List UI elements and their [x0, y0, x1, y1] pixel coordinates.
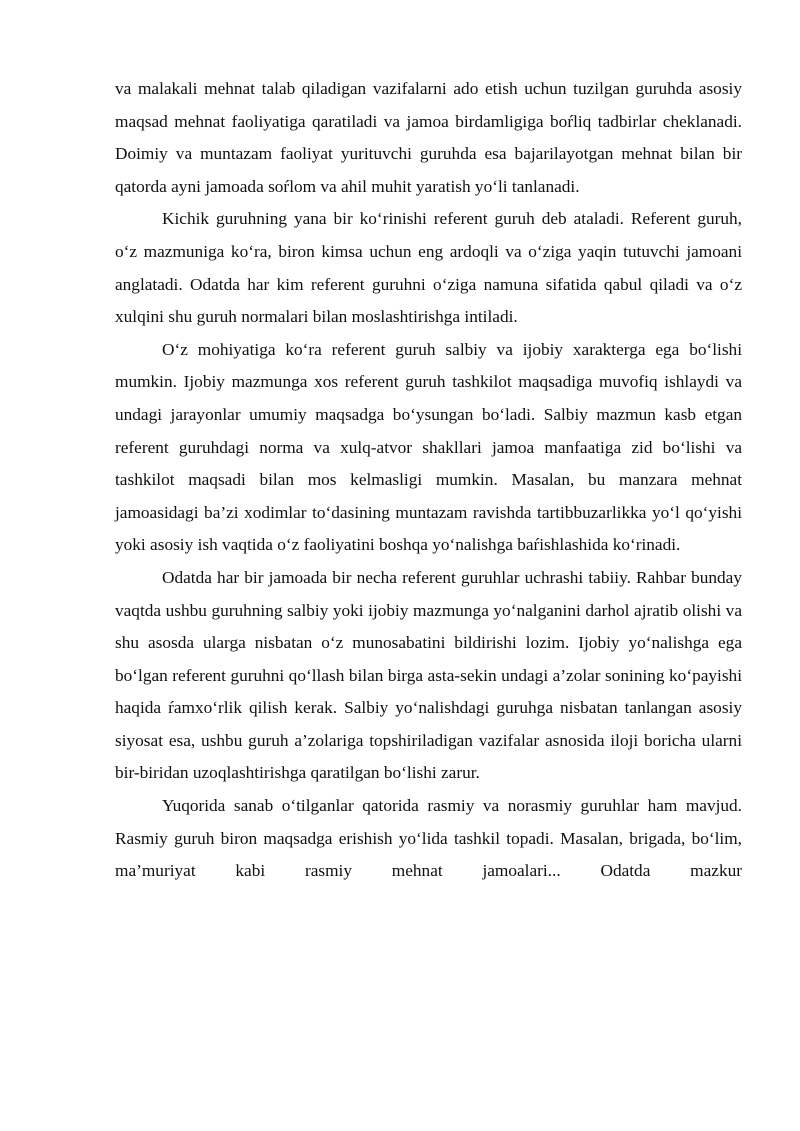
paragraph-formal-informal-groups: Yuqorida sanab o‘tilganlar qatorida rasmiy va norasmiy guruhlar ham mavjud. Rasmiy guruh biron maqsadga erishish yo‘lida tashkil topadi. Masalan, brigada, bo‘lim, ma’muriyat kabi rasmiy mehnat jamoalari... Odatda mazkur	[115, 796, 742, 881]
paragraph-continuation: va malakali mehnat talab qiladigan vazifalarni ado etish uchun tuzilgan guruhda asosiy maqsad mehnat faoliyatiga qaratiladi va jamoa birdamligiga boŕliq tadbirlar cheklanadi. Doimiy va muntazam faoliyat yurituvchi guruhda esa bajarilayotgan mehnat bilan bir qatorda ayni jamoada soŕlom va ahil muhit yaratish yo‘li tanlanadi.	[115, 79, 742, 196]
paragraph-referent-group-nature: O‘z mohiyatiga ko‘ra referent guruh salbiy va ijobiy xarakterga ega bo‘lishi mumkin. Ijobiy mazmunga xos referent guruh tashkilot maqsadiga muvofiq ishlaydi va undagi jarayonlar umumiy maqsadga bo‘ysungan bo‘ladi. Salbiy mazmun kasb etgan referent guruhdagi norma va xulq-atvor shakllari jamoa manfaatiga zid bo‘lishi va tashkilot maqsadi bilan mos kelmasligi mumkin. Masalan, bu manzara mehnat jamoasidagi ba’zi xodimlar to‘dasining muntazam ravishda tartibbuzarlikka yo‘l qo‘yishi yoki asosiy ish vaqtida o‘z faoliyatini boshqa yo‘nalishga baŕishlashida ko‘rinadi.	[115, 339, 742, 555]
paragraph-leader-approach: Odatda har bir jamoada bir necha referent guruhlar uchrashi tabiiy. Rahbar bunday vaqtda ushbu guruhning salbiy yoki ijobiy mazmunga yo‘nalganini darhol ajratib olishi va shu asosda ularga nisbatan o‘z munosabatini bildirishi lozim. Ijobiy yo‘nalishga ega bo‘lgan referent guruhni qo‘llash bilan birga asta-sekin undagi a’zolar sonining ko‘payishi haqida ŕamxo‘rlik qilish kerak. Salbiy yo‘nalishdagi guruhga nisbatan tanlangan asosiy siyosat esa, ushbu guruh a’zolariga topshiriladigan vazifalar asnosida iloji boricha ularni bir-biridan uzoqlashtirishga qaratilgan bo‘lishi zarur.	[115, 567, 742, 783]
document-body	[115, 73, 742, 888]
paragraph-referent-group-definition: Kichik guruhning yana bir ko‘rinishi referent guruh deb ataladi. Referent guruh, o‘z mazmuniga ko‘ra, biron kimsa uchun eng ardoqli va o‘ziga yaqin tutuvchi jamoani anglatadi. Odatda har kim referent guruhni o‘ziga namuna sifatida qabul qiladi va o‘z xulqini shu guruh normalari bilan moslashtirishga intiladi.	[115, 209, 742, 327]
